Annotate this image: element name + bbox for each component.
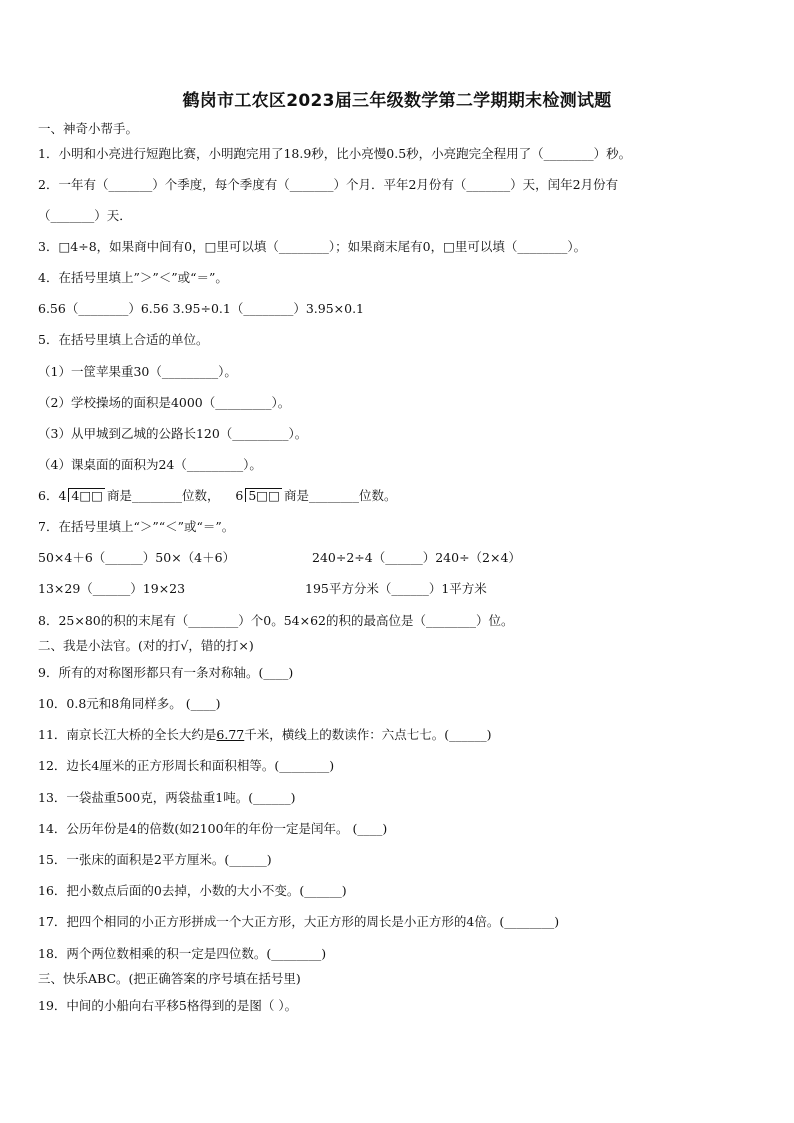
question-5-2: （2）学校操场的面积是4000（_________）。	[38, 395, 291, 410]
question-2-line-1: 2．一年有（_______）个季度，每个季度有（_______）个月．平年2月份有（_______）天，闰年2月份有	[38, 177, 619, 192]
divisor-2: 6	[235, 488, 244, 503]
underlined-number: 6.77	[216, 727, 245, 742]
question-3: 3．□4÷8，如果商中间有0，□里可以填（________）；如果商末尾有0，□里可以填（________）。	[38, 239, 587, 254]
question-18: 18．两个两位数相乘的积一定是四位数。(________)	[38, 946, 327, 961]
question-19: 19．中间的小船向右平移5格得到的是图（ ）。	[38, 998, 298, 1013]
question-13: 13．一袋盐重500克，两袋盐重1吨。(______)	[38, 790, 296, 805]
question-6-number: 6．	[38, 488, 59, 503]
question-16: 16．把小数点后面的0去掉，小数的大小不变。(______)	[38, 883, 347, 898]
question-6-part-2: 商是________位数。	[283, 488, 397, 503]
section-heading-1: 一、神奇小帮手。	[38, 121, 139, 136]
question-7-item-c: 13×29（______）19×23	[38, 581, 186, 596]
long-division-dividend-1: 4□□	[68, 488, 105, 502]
question-5-3: （3）从甲城到乙城的公路长120（_________）。	[38, 426, 308, 441]
question-4: 4．在括号里填上”＞”＜”或“＝”。	[38, 270, 228, 285]
question-1: 1．小明和小亮进行短跑比赛，小明跑完用了18.9秒，比小亮慢0.5秒，小亮跑完全程用了（________）秒。	[38, 146, 632, 161]
question-9: 9．所有的对称图形都只有一条对称轴。(____)	[38, 665, 294, 680]
question-7: 7．在括号里填上“＞”“＜”或“＝”。	[38, 519, 235, 534]
question-14: 14．公历年份是4的倍数(如2100年的年份一定是闰年。 (____)	[38, 821, 388, 836]
question-2-line-2: （_______）天．	[38, 208, 132, 223]
question-15: 15．一张床的面积是2平方厘米。(______)	[38, 852, 272, 867]
question-8: 8．25×80的积的末尾有（________）个0。54×62的积的最高位是（________）位。	[38, 613, 514, 628]
question-6-part-1: 商是________位数，	[106, 488, 220, 503]
question-7-item-a: 50×4＋6（______）50×（4＋6）	[38, 550, 236, 565]
long-division-dividend-2: 5□□	[245, 488, 282, 502]
question-10: 10．0.8元和8角同样多。 (____)	[38, 696, 221, 711]
section-heading-2: 二、我是小法官。(对的打√，错的打×)	[38, 638, 254, 653]
question-17: 17．把四个相同的小正方形拼成一个大正方形，大正方形的周长是小正方形的4倍。(________)	[38, 914, 560, 929]
divisor-1: 4	[58, 488, 67, 503]
question-5-4: （4）课桌面的面积为24（_________）。	[38, 457, 262, 472]
question-11	[38, 726, 492, 744]
question-4-items: 6.56（________）6.56 3.95÷0.1（________）3.95×0.1	[38, 301, 365, 316]
question-12: 12．边长4厘米的正方形周长和面积相等。(________)	[38, 758, 335, 773]
question-7-item-d: 195平方分米（______）1平方米	[305, 581, 487, 596]
question-11-part-2: 千米，横线上的数读作：六点七七。(______)	[244, 727, 492, 742]
question-7-item-b: 240÷2÷4（______）240÷（2×4）	[312, 550, 521, 565]
question-11-part-1: 11．南京长江大桥的全长大约是	[38, 727, 217, 742]
question-5: 5．在括号里填上合适的单位。	[38, 332, 209, 347]
question-5-1: （1）一筐苹果重30（_________）。	[38, 364, 237, 379]
question-6	[38, 487, 396, 505]
page-title: 鹤岗市工农区2023届三年级数学第二学期期末检测试题	[182, 91, 612, 111]
section-heading-3: 三、快乐ABC。(把正确答案的序号填在括号里)	[38, 971, 301, 986]
